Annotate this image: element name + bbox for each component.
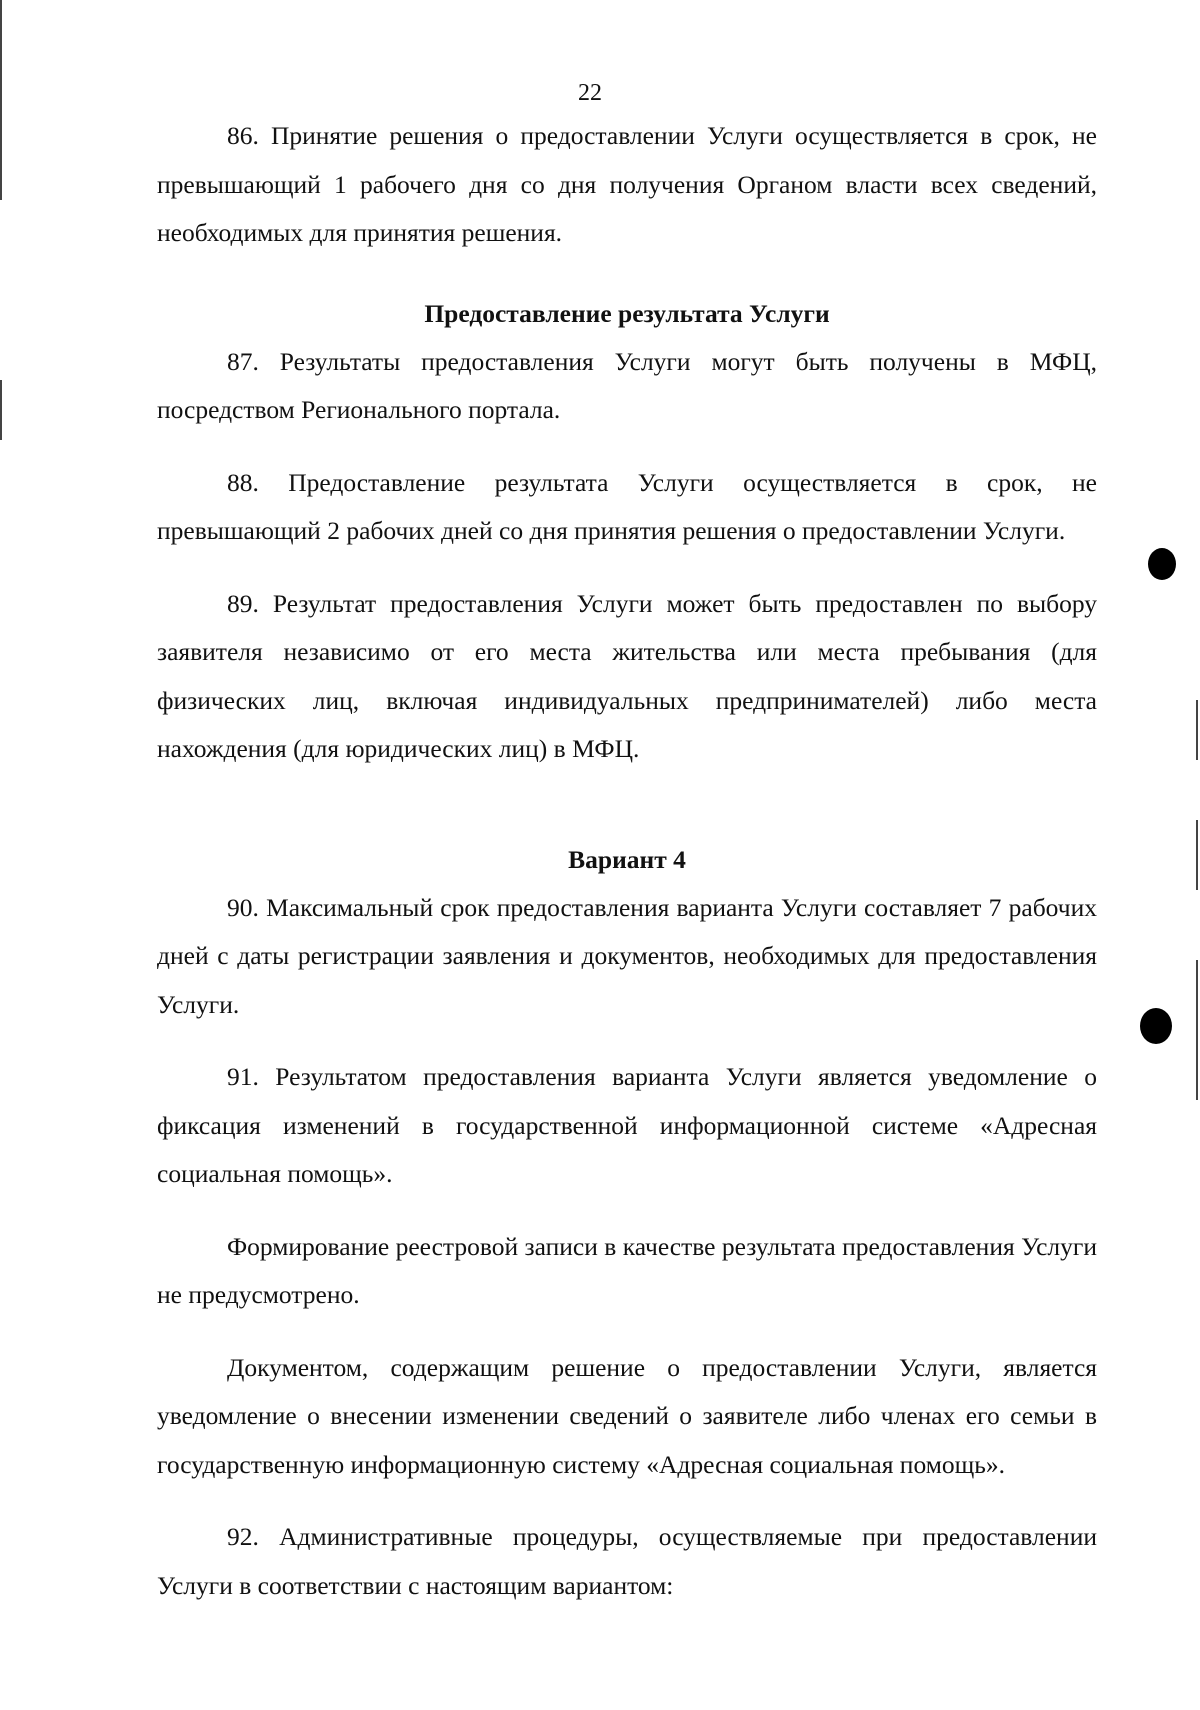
scan-edge-line [0, 380, 2, 440]
paragraph-90: 90. Максимальный срок предоставления варианта Услуги составляет 7 рабочих дней с даты регистрации заявления и документов, необходимых для предоставления Услуги. [157, 892, 1097, 1019]
section-heading-result: Предоставление результата Услуги [424, 298, 830, 328]
punch-hole-mark [1148, 548, 1176, 580]
scan-edge-line [1196, 960, 1198, 1100]
paragraph-91: 91. Результатом предоставления варианта Услуги является уведомление о фиксация изменений в государственной информационной системе «Адресная социальная помощь». [157, 1062, 1097, 1188]
paragraph-92: 92. Административные процедуры, осуществляемые при предоставлении Услуги в соответствии с настоящим вариантом: [157, 1522, 1097, 1600]
paragraph-87: 87. Результаты предоставления Услуги могут быть получены в МФЦ, посредством Регионального портала. [157, 346, 1097, 424]
paragraph-result-record: Формирование реестровой записи в качестве результата предоставления Услуги не предусмотрено. [157, 1231, 1097, 1309]
scan-edge-line [0, 0, 2, 200]
scan-edge-line [1196, 820, 1198, 890]
paragraph-86: 86. Принятие решения о предоставлении Услуги осуществляется в срок, не превышающий 1 рабочего дня со дня получения Органом власти всех сведений, необходимых для принятия решения. [157, 121, 1097, 247]
scan-edge-line [1196, 700, 1198, 760]
section-heading-variant-4: Вариант 4 [568, 844, 686, 874]
paragraph-89: 89. Результат предоставления Услуги может быть предоставлен по выбору заявителя независимо от его места жительства или места пребывания (для физических лиц, включая индивидуальных предпринимателей) либо места нахождения (для юридических лиц) в МФЦ. [157, 588, 1097, 763]
punch-hole-mark [1140, 1008, 1172, 1044]
page-number: 22 [578, 80, 602, 106]
paragraph-decision-document: Документом, содержащим решение о предоставлении Услуги, является уведомление о внесении изменении сведений о заявителе либо членах его семьи в государственную информационную систему «Адресная социальная помощь». [157, 1352, 1097, 1479]
document-body [157, 112, 1097, 1610]
paragraph-88: 88. Предоставление результата Услуги осуществляется в срок, не превышающий 2 рабочих дней со дня принятия решения о предоставлении Услуги. [157, 467, 1097, 545]
